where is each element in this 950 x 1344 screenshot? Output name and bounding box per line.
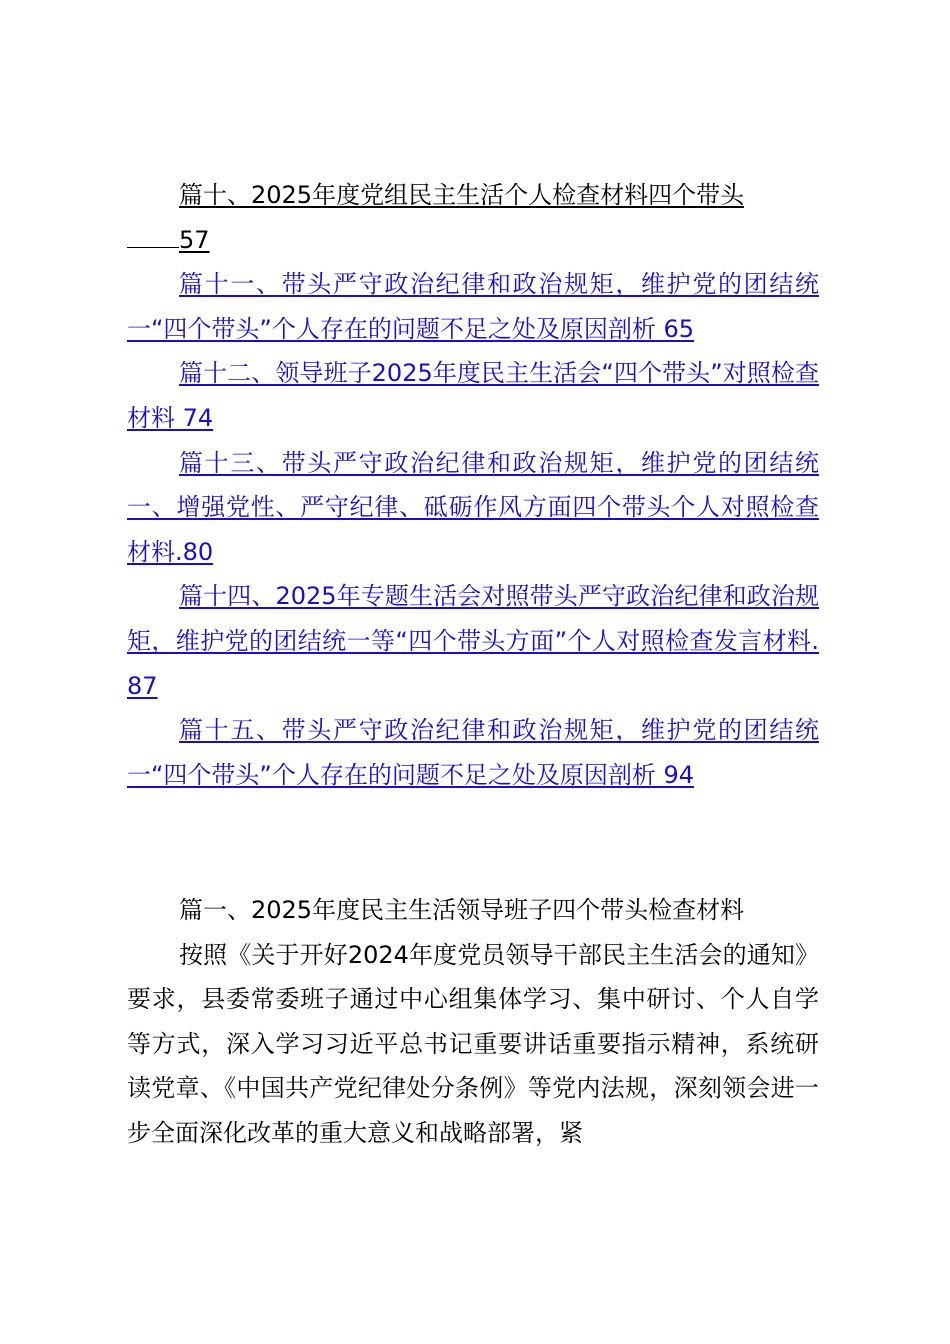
body-paragraph: 按照《关于开好2024年度党员领导干部民主生活会的通知》要求，县委常委班子通过中心组集体学习、集中研讨、个人自学等方式，深入学习习近平总书记重要讲话重要指示精神，系统研读党章、《中国共产党纪律处分条例》等党内法规，深刻领会进一步全面深化改革的重大意义和战略部署，紧	[127, 940, 819, 1147]
section-heading: 篇一、2025年度民主生活领导班子四个带头检查材料	[179, 896, 745, 924]
toc-entry-10[interactable]	[127, 173, 819, 262]
table-of-contents	[127, 173, 819, 797]
toc-entry-10-title: 篇十、2025年度党组民主生活个人检查材料四个带头	[179, 181, 745, 209]
toc-entry-15[interactable]	[127, 708, 819, 797]
toc-entry-15-link[interactable]: 篇十五、带头严守政治纪律和政治规矩，维护党的团结统一“四个带头”个人存在的问题不足之处及原因剖析 94	[127, 716, 819, 789]
document-body	[127, 888, 819, 1156]
toc-entry-14-link[interactable]: 篇十四、2025年专题生活会对照带头严守政治纪律和政治规矩，维护党的团结统一等“四个带头方面”个人对照检查发言材料.87	[127, 582, 819, 700]
toc-entry-12-link[interactable]: 篇十二、领导班子2025年度民主生活会“四个带头”对照检查材料 74	[127, 359, 819, 432]
toc-entry-11[interactable]	[127, 262, 819, 351]
toc-entry-10-page: 57	[179, 225, 210, 254]
toc-entry-14[interactable]	[127, 574, 819, 708]
toc-leader-line	[127, 246, 179, 248]
toc-entry-11-link[interactable]: 篇十一、带头严守政治纪律和政治规矩，维护党的团结统一“四个带头”个人存在的问题不足之处及原因剖析 65	[127, 270, 819, 343]
toc-entry-13[interactable]	[127, 441, 819, 575]
toc-entry-12[interactable]	[127, 351, 819, 440]
toc-entry-13-link[interactable]: 篇十三、带头严守政治纪律和政治规矩，维护党的团结统一、增强党性、严守纪律、砥砺作风方面四个带头个人对照检查材料.80	[127, 448, 819, 566]
